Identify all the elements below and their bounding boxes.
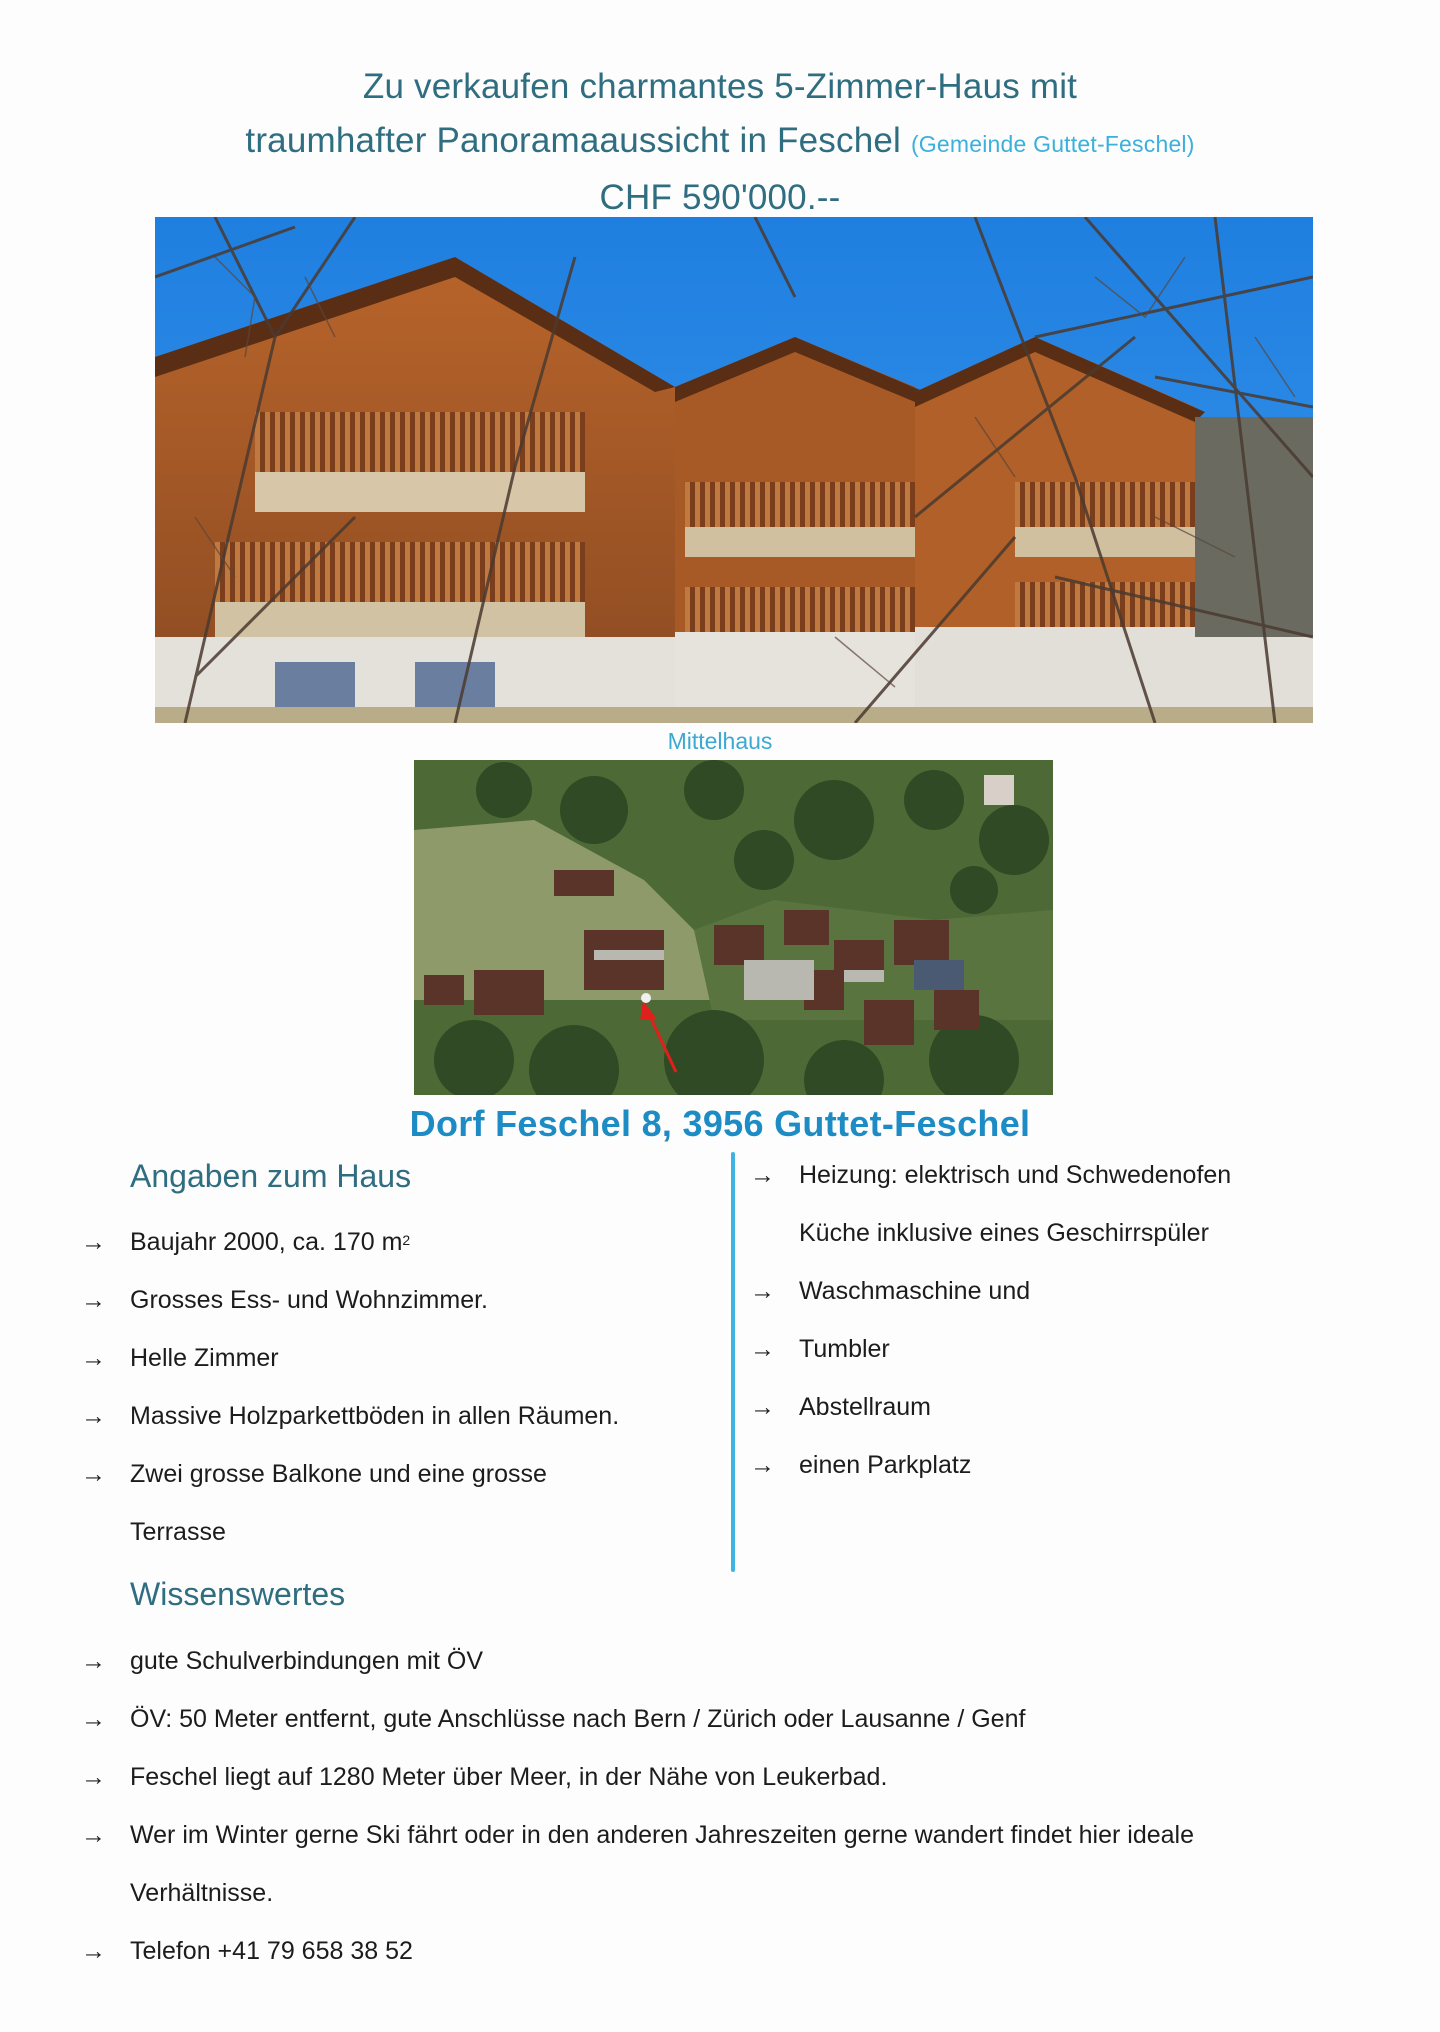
column-divider [731,1152,735,1572]
list-item [750,1320,1231,1378]
list-item [81,1632,1194,1690]
arrow-right-icon: → [81,1460,106,1488]
village-photo-illustration [414,760,1053,1095]
list-item-text: Wer im Winter gerne Ski fährt oder in den anderen Jahreszeiten gerne wandert findet hier ideale [130,1821,1195,1849]
price: CHF 590'000.-- [599,178,841,217]
list-item-text: Grosses Ess- und Wohnzimmer. [130,1286,488,1314]
list-item [81,1387,619,1445]
list-item-text: Baujahr 2000, ca. 170 m [130,1228,403,1256]
list-item [750,1262,1231,1320]
house-photo [155,217,1313,723]
list-item-text: Feschel liegt auf 1280 Meter über Meer, in der Nähe von Leukerbad. [130,1763,888,1791]
list-item [750,1146,1231,1204]
arrow-right-icon: → [750,1451,775,1479]
list-item-text: Heizung: elektrisch und Schwedenofen [799,1161,1232,1189]
arrow-right-icon: → [81,1705,106,1733]
arrow-right-icon: → [81,1402,106,1430]
list-item [750,1378,1231,1436]
list-item-text: Zwei grosse Balkone und eine grosse [130,1460,547,1488]
arrow-right-icon: → [81,1228,106,1256]
section-heading-house-details: Angaben zum Haus [130,1158,412,1194]
list-item-text: Verhältnisse. [130,1879,274,1907]
list-item-text: ÖV: 50 Meter entfernt, gute Anschlüsse nach Bern / Zürich oder Lausanne / Genf [130,1705,1026,1733]
list-item-text: Abstellraum [799,1393,931,1421]
list-item-text: Tumbler [799,1335,890,1363]
house-photo-illustration [155,217,1313,723]
good-to-know-list [81,1632,1194,1980]
arrow-right-icon: → [81,1647,106,1675]
property-address: Dorf Feschel 8, 3956 Guttet-Feschel [409,1103,1031,1144]
arrow-right-icon: → [81,1286,106,1314]
village-photo [414,760,1053,1095]
list-item [81,1445,619,1503]
title-line-1: Zu verkaufen charmantes 5-Zimmer-Haus mit [362,67,1078,106]
list-item-continuation [81,1503,619,1561]
features-list [750,1146,1231,1494]
phone-number-text: Telefon +41 79 658 38 52 [130,1937,413,1965]
title-line-2 [0,114,1440,171]
list-item [750,1436,1231,1494]
list-item-text: Massive Holzparkettböden in allen Räumen. [130,1402,620,1430]
arrow-right-icon: → [750,1277,775,1305]
list-item-text: Küche inklusive eines Geschirrspüler [799,1219,1209,1247]
list-item-text: einen Parkplatz [799,1451,972,1479]
list-item [81,1213,619,1271]
arrow-right-icon: → [750,1161,775,1189]
list-item [81,1748,1194,1806]
list-item-text: Waschmaschine und [799,1277,1031,1305]
photo-caption: Mittelhaus [667,728,773,754]
listing-title [0,60,1440,225]
list-item-continuation [750,1204,1231,1262]
arrow-right-icon: → [81,1821,106,1849]
list-item [81,1806,1194,1864]
arrow-right-icon: → [81,1344,106,1372]
section-heading-good-to-know: Wissenswertes [130,1576,346,1612]
title-municipality: (Gemeinde Guttet-Feschel) [910,131,1195,157]
list-item [81,1329,619,1387]
arrow-right-icon: → [81,1937,106,1965]
house-details-list [81,1213,619,1561]
superscript: 2 [402,1232,411,1248]
list-item [81,1690,1194,1748]
list-item-text: gute Schulverbindungen mit ÖV [130,1647,483,1675]
list-item-text: Helle Zimmer [130,1344,279,1372]
arrow-right-icon: → [81,1763,106,1791]
arrow-right-icon: → [750,1393,775,1421]
list-item-text: Terrasse [130,1518,226,1546]
title-line-2-main: traumhafter Panoramaaussicht in Feschel [245,121,901,160]
list-item-continuation [81,1864,1194,1922]
arrow-right-icon: → [750,1335,775,1363]
list-item [81,1271,619,1329]
list-item-phone [81,1922,1194,1980]
